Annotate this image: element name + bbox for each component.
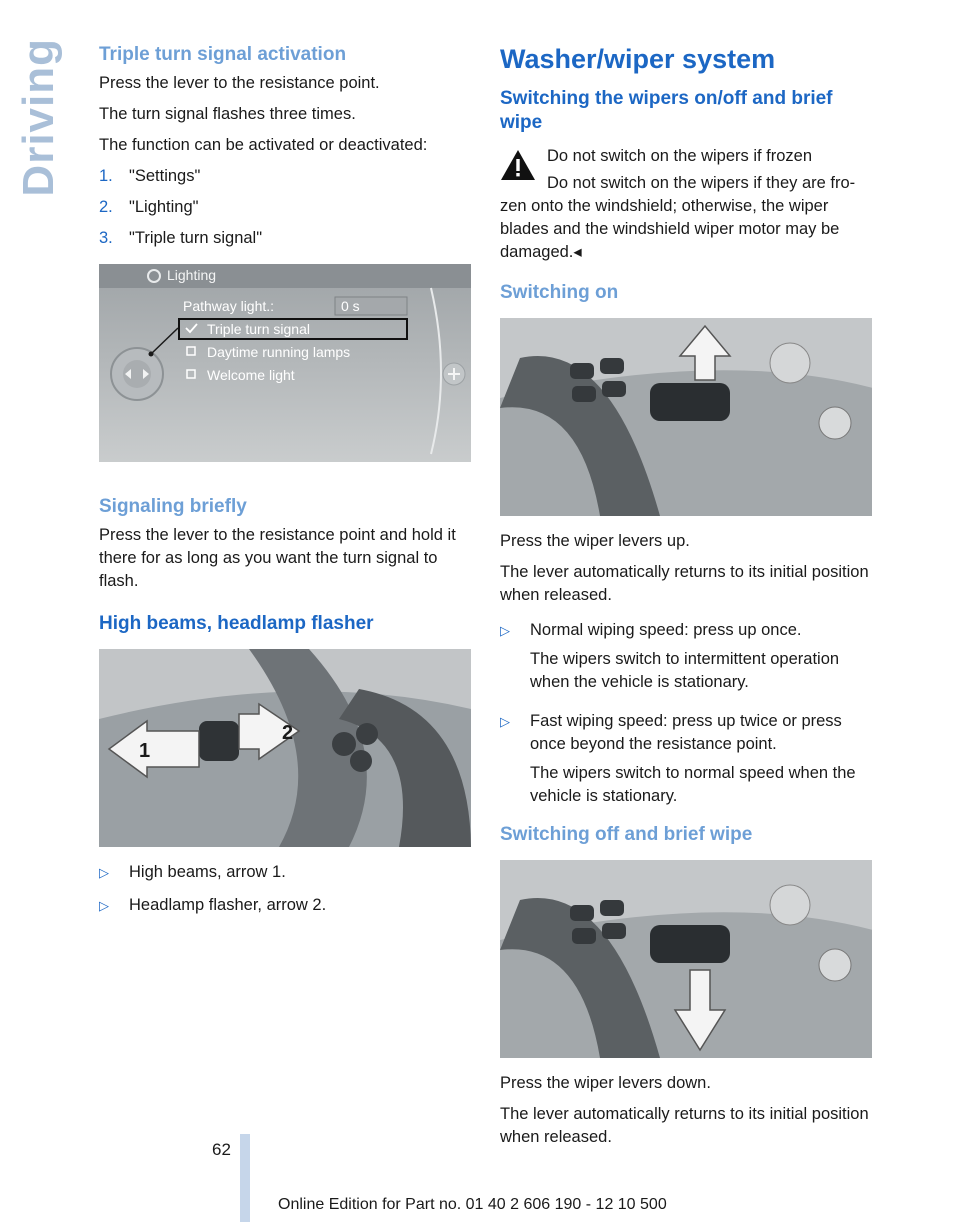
controller-knob-icon	[111, 348, 163, 400]
step-item: 3. "Triple turn signal"	[99, 229, 263, 247]
wiper-down-figure	[500, 860, 872, 1058]
high-beams-list	[99, 861, 471, 917]
menu-item-triple: Triple turn signal	[207, 321, 310, 337]
plus-icon	[443, 363, 465, 385]
footer-bar	[240, 1134, 250, 1222]
switching-on-title: Switching on	[500, 282, 619, 303]
edition-text: Online Edition for Part no. 01 40 2 606 190 - 12 10 500	[278, 1196, 667, 1213]
section-tab: Driving	[14, 38, 63, 197]
start-stop-button-icon	[819, 407, 851, 439]
page-footer	[0, 1134, 960, 1222]
gauge-icon	[770, 885, 810, 925]
list-item: ▷ Fast wiping speed: press up twice or press once beyond the resistance point. The wipers switch to normal speed when the vehicle is stationary.	[500, 712, 856, 805]
warning-title: Do not switch on the wipers if frozen	[547, 147, 813, 165]
start-stop-button-icon	[819, 949, 851, 981]
switching-off-title: Switching off and brief wipe	[500, 824, 753, 845]
menu-item-daytime: Daytime running lamps	[207, 344, 351, 360]
step-item: 2. "Lighting"	[99, 198, 199, 216]
pathway-value: 0 s	[341, 298, 360, 314]
warning-body: Do not switch on the wipers if they are frozen onto the windshield; otherwise, the wiper blades and the windshield wiper motor may be damaged.◂	[500, 174, 856, 261]
page-number: 62	[212, 1140, 231, 1159]
wiper-speed-list	[500, 619, 873, 814]
list-item: ▷ Headlamp flasher, arrow 2.	[99, 896, 327, 914]
high-beams-figure	[99, 649, 471, 847]
screen-header: Lighting	[167, 267, 217, 283]
signaling-text: Press the lever to the resistance point and hold it there for as long as you want the turn signal to flash.	[99, 526, 456, 590]
switching-on-p2: The lever automatically returns to its initial position when released.	[500, 563, 869, 604]
triple-turn-title: Triple turn signal activation	[99, 44, 347, 65]
switching-off-p1: Press the wiper levers down.	[500, 1074, 711, 1092]
pathway-label: Pathway light.:	[183, 298, 275, 314]
triple-p1: Press the lever to the resistance point.	[99, 74, 380, 92]
menu-item-welcome: Welcome light	[207, 367, 295, 383]
warning-triangle-icon	[500, 149, 536, 181]
left-column	[99, 44, 471, 927]
gauge-icon	[770, 343, 810, 383]
right-column	[500, 44, 873, 1157]
settings-steps	[99, 165, 471, 250]
step-item: 1. "Settings"	[99, 167, 201, 185]
switching-on-p1: Press the wiper levers up.	[500, 532, 690, 550]
warning-block	[500, 145, 873, 264]
wipers-subtitle: Switching the wipers on/off and brief wipe	[500, 88, 833, 133]
triple-p2: The turn signal flashes three times.	[99, 105, 356, 123]
wiper-up-figure	[500, 318, 872, 516]
arrow-1-label: 1	[139, 740, 151, 762]
triple-p3: The function can be activated or deactivated:	[99, 136, 428, 154]
lighting-screen-figure	[99, 264, 471, 462]
washer-wiper-title: Washer/wiper system	[500, 44, 776, 74]
signaling-title: Signaling briefly	[99, 496, 247, 517]
arrow-2-label: 2	[282, 722, 294, 744]
list-item: ▷ Normal wiping speed: press up once. The wipers switch to intermittent operation when the vehicle is stationary.	[500, 621, 840, 691]
switching-off-p2: The lever automatically returns to its initial position when released.	[500, 1105, 869, 1146]
list-item: ▷ High beams, arrow 1.	[99, 863, 286, 881]
high-beams-title: High beams, headlamp flasher	[99, 613, 374, 634]
